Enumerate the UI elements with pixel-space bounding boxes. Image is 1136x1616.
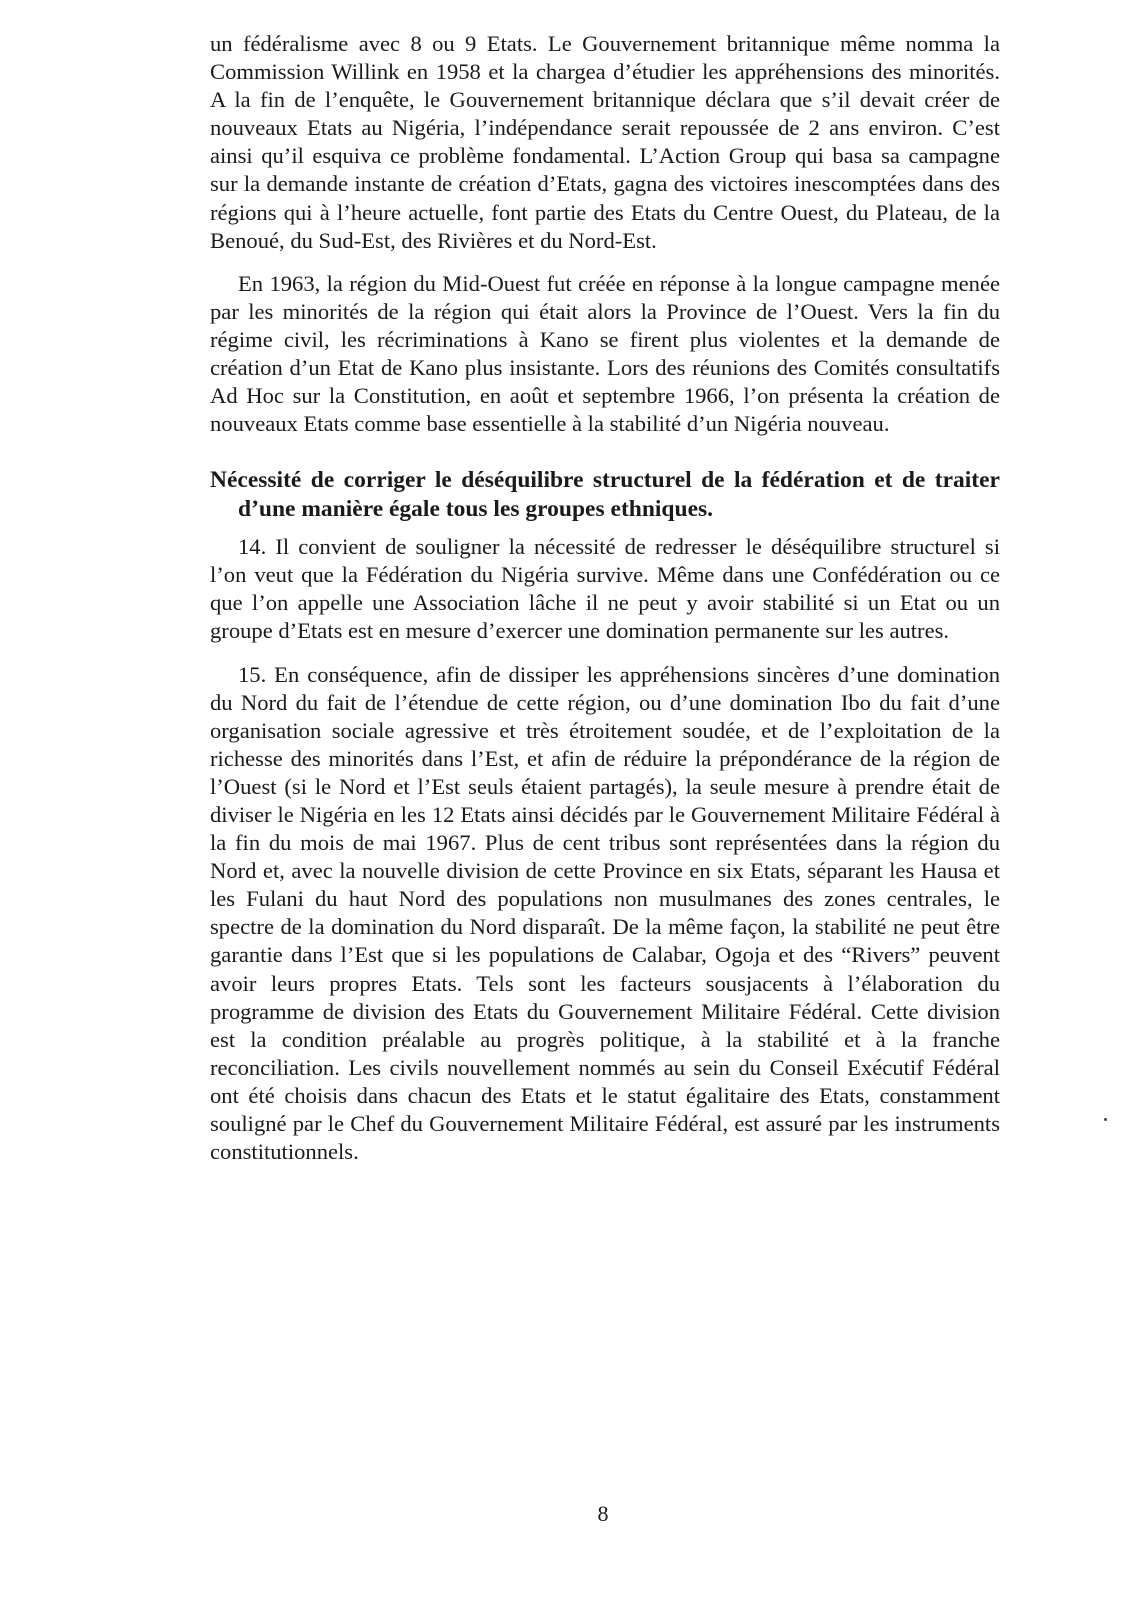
paragraph-continuation: un fédéralisme avec 8 ou 9 Etats. Le Gouvernement britannique même nomma la Commission Willink en 1958 et la chargea d’étudier les appréhensions des minorités. A la fin de l’enquête, le Gouvernement britannique déclara que s’il devait créer de nouveaux Etats au Nigéria, l’indépendance serait repoussée de 2 ans environ. C’est ainsi qu’il esquiva ce problème fondamental. L’Action Group qui basa sa campagne sur la demande instante de création d’Etats, gagna des victoires inescomptées dans des régions qui à l’heure actuelle, font partie des Etats du Centre Ouest, du Plateau, de la Benoué, du Sud-Est, des Rivières et du Nord-Est. [210, 31, 1000, 253]
page-number: 8 [597, 1501, 609, 1526]
paragraph-mid-west-1963: En 1963, la région du Mid-Ouest fut créée en réponse à la longue campagne menée par les minorités de la région qui était alors la Province de l’Ouest. Vers la fin du régime civil, les récriminations à Kano se firent plus violentes et la demande de création d’un Etat de Kano plus insistante. Lors des réunions des Comités consultatifs Ad Hoc sur la Constitution, en août et septembre 1966, l’on présenta la création de nouveaux Etats comme base essentielle à la stabilité d’un Nigéria nouveau. [210, 270, 1000, 437]
document-page [210, 30, 1000, 1181]
margin-speck [1104, 1118, 1107, 1121]
paragraph-14: 14. Il convient de souligner la nécessité de redresser le déséquilibre structurel si l’on veut que la Fédération du Nigéria survive. Même dans une Confédération ou ce que l’on appelle une Association lâche il ne peut y avoir stabilité si un Etat ou un groupe d’Etats est en mesure d’exercer une domination permanente sur les autres. [210, 534, 1000, 644]
section-heading: Nécessité de corriger le déséquilibre structurel de la fédération et de traiter d’une manière égale tous les groupes ethniques. [210, 467, 1000, 522]
paragraph-15: 15. En conséquence, afin de dissiper les appréhensions sincères d’une domination du Nord du fait de l’étendue de cette région, ou d’une domination Ibo du fait d’une organisation sociale agressive et très étroitement soudée, et de l’exploitation de la richesse des minorités dans l’Est, et afin de réduire la prépondérance de la région de l’Ouest (si le Nord et l’Est seuls étaient partagés), la seule mesure à prendre était de diviser le Nigéria en les 12 Etats ainsi décidés par le Gouvernement Militaire Fédéral à la fin du mois de mai 1967. Plus de cent tribus sont représentées dans la région du Nord et, avec la nouvelle division de cette Province en six Etats, séparant les Hausa et les Fulani du haut Nord des populations non musulmanes des zones centrales, le spectre de la domination du Nord disparaît. De la même façon, la stabilité ne peut être garantie dans l’Est que si les populations de Calabar, Ogoja et des “Rivers” peuvent avoir leurs propres Etats. Tels sont les facteurs sousjacents à l’élaboration du programme de division des Etats du Gouvernement Militaire Fédéral. Cette division est la condition préalable au progrès politique, à la stabilité et à la franche reconciliation. Les civils nouvellement nommés au sein du Conseil Exécutif Fédéral ont été choisis dans chacun des Etats et le statut égalitaire des Etats, constamment souligné par le Chef du Gouvernement Militaire Fédéral, est assuré par les instruments constitutionnels. [210, 661, 1000, 1165]
